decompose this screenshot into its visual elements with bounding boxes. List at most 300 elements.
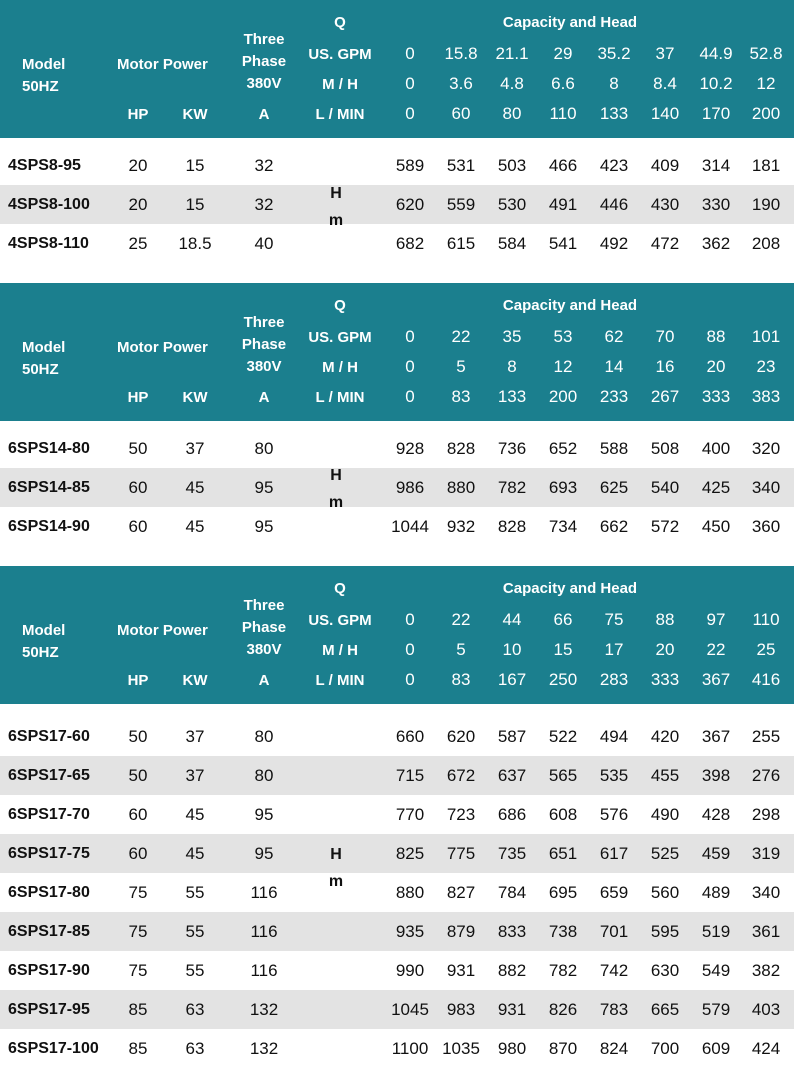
head-cell: 825 xyxy=(395,843,425,863)
gpm-value: 97 xyxy=(706,610,726,629)
model-cell: 6SPS17-60 xyxy=(8,727,90,745)
head-cell: 651 xyxy=(548,843,578,863)
gpm-value: 110 xyxy=(752,610,780,629)
head-cell: 723 xyxy=(446,804,476,824)
ampere-cell: 95 xyxy=(254,477,274,497)
mh-value: 5 xyxy=(456,640,466,659)
ampere-cell: 116 xyxy=(250,960,278,980)
mh-value: 12 xyxy=(553,357,573,376)
head-cell: 525 xyxy=(650,843,680,863)
head-cell: 652 xyxy=(548,438,578,458)
head-cell: 450 xyxy=(701,516,731,536)
mh-value: 0 xyxy=(405,74,415,93)
kw-cell: 55 xyxy=(185,882,205,902)
voltage-label: 380V xyxy=(246,358,282,375)
head-cell: 491 xyxy=(548,194,578,214)
kw-label: KW xyxy=(182,106,208,123)
frequency-label: 50HZ xyxy=(22,78,59,95)
mh-value: 0 xyxy=(405,357,415,376)
lmin-label: L / MIN xyxy=(315,672,365,689)
q-label: Q xyxy=(334,14,346,31)
model-cell: 6SPS17-100 xyxy=(8,1039,99,1057)
q-label: Q xyxy=(334,297,346,314)
lmin-value: 80 xyxy=(502,104,522,123)
mh-value: 6.6 xyxy=(551,74,575,93)
head-cell: 595 xyxy=(650,921,680,941)
kw-cell: 15 xyxy=(185,194,205,214)
lmin-value: 383 xyxy=(751,387,781,406)
mh-value: 23 xyxy=(756,357,776,376)
hp-cell: 20 xyxy=(128,194,148,214)
hp-cell: 50 xyxy=(128,438,148,458)
head-cell: 695 xyxy=(548,882,578,902)
mh-value: 10.2 xyxy=(699,74,733,93)
head-cell: 522 xyxy=(548,726,578,746)
gpm-value: 75 xyxy=(604,610,624,629)
kw-cell: 45 xyxy=(185,477,205,497)
head-cell: 833 xyxy=(497,921,527,941)
head-cell: 559 xyxy=(446,194,476,214)
head-cell: 420 xyxy=(650,726,680,746)
kw-cell: 45 xyxy=(185,843,205,863)
gpm-value: 44.9 xyxy=(699,44,733,63)
head-cell: 660 xyxy=(395,726,425,746)
hp-cell: 60 xyxy=(128,804,148,824)
head-cell: 879 xyxy=(446,921,476,941)
model-cell: 6SPS14-85 xyxy=(8,478,90,496)
head-cell: 190 xyxy=(751,194,781,214)
table-row xyxy=(0,507,794,546)
ampere-cell: 132 xyxy=(249,999,279,1019)
head-cell: 459 xyxy=(701,843,731,863)
phase-label: Phase xyxy=(241,619,287,636)
head-cell: 403 xyxy=(751,999,781,1019)
head-cell: 828 xyxy=(446,438,476,458)
head-cell: 398 xyxy=(701,765,731,785)
model-cell: 6SPS14-80 xyxy=(8,439,90,457)
mh-value: 5 xyxy=(456,357,466,376)
lmin-value: 283 xyxy=(599,670,629,689)
head-cell: 734 xyxy=(548,516,578,536)
head-cell: 775 xyxy=(446,843,476,863)
head-cell: 826 xyxy=(548,999,578,1019)
head-cell: 880 xyxy=(446,477,476,497)
head-cell: 1045 xyxy=(391,999,429,1019)
lmin-value: 367 xyxy=(701,670,731,689)
head-cell: 340 xyxy=(751,882,781,902)
ampere-label: A xyxy=(258,389,270,406)
head-cell: 565 xyxy=(548,765,578,785)
head-cell: 715 xyxy=(395,765,425,785)
mh-value: 4.8 xyxy=(500,74,524,93)
mh-value: 12 xyxy=(756,74,776,93)
model-cell: 6SPS17-65 xyxy=(8,766,90,784)
mh-value: 8 xyxy=(609,74,619,93)
head-cell: 576 xyxy=(599,804,629,824)
head-cell: 503 xyxy=(497,155,527,175)
head-cell: 423 xyxy=(599,155,629,175)
ampere-cell: 80 xyxy=(254,438,274,458)
gpm-label: US. GPM xyxy=(308,612,372,629)
gpm-value: 44 xyxy=(502,610,522,629)
kw-cell: 55 xyxy=(185,921,205,941)
lmin-value: 0 xyxy=(405,387,415,406)
head-cell: 572 xyxy=(650,516,680,536)
head-cell: 472 xyxy=(650,233,680,253)
head-cell: 490 xyxy=(650,804,680,824)
kw-cell: 15 xyxy=(185,155,205,175)
ampere-cell: 132 xyxy=(249,1038,279,1058)
model-cell: 6SPS17-90 xyxy=(8,961,90,979)
head-cell: 615 xyxy=(446,233,476,253)
capacity-head-label: Capacity and Head xyxy=(502,297,638,314)
gpm-value: 53 xyxy=(553,327,573,346)
model-cell: 4SPS8-110 xyxy=(8,234,89,252)
head-cell: 609 xyxy=(701,1038,731,1058)
kw-cell: 55 xyxy=(185,960,205,980)
head-cell: 530 xyxy=(497,194,527,214)
head-cell: 784 xyxy=(497,882,527,902)
mh-value: 20 xyxy=(706,357,726,376)
head-cell: 367 xyxy=(701,726,731,746)
gpm-value: 35 xyxy=(502,327,522,346)
head-cell: 181 xyxy=(751,155,781,175)
head-cell: 409 xyxy=(650,155,680,175)
ampere-cell: 116 xyxy=(250,882,278,902)
mh-value: 3.6 xyxy=(449,74,473,93)
lmin-value: 200 xyxy=(548,387,578,406)
ampere-cell: 116 xyxy=(250,921,278,941)
head-cell: 298 xyxy=(751,804,781,824)
head-cell: 625 xyxy=(599,477,629,497)
head-cell: 1044 xyxy=(391,516,429,536)
head-cell: 770 xyxy=(395,804,425,824)
head-cell: 735 xyxy=(497,843,527,863)
head-cell: 828 xyxy=(497,516,527,536)
three-label: Three xyxy=(243,314,285,331)
gpm-value: 88 xyxy=(655,610,675,629)
hp-cell: 85 xyxy=(128,999,148,1019)
model-cell: 4SPS8-100 xyxy=(8,195,90,213)
head-cell: 492 xyxy=(599,233,629,253)
gpm-value: 37 xyxy=(655,44,675,63)
gpm-value: 101 xyxy=(751,327,781,346)
kw-cell: 63 xyxy=(185,1038,205,1058)
head-cell: 824 xyxy=(599,1038,629,1058)
head-cell: 276 xyxy=(751,765,781,785)
table-row xyxy=(0,990,794,1029)
head-cell: 361 xyxy=(751,921,781,941)
frequency-label: 50HZ xyxy=(22,644,59,661)
gpm-value: 22 xyxy=(451,327,471,346)
head-cell: 320 xyxy=(751,438,781,458)
mh-value: 10 xyxy=(502,640,522,659)
head-cell: 700 xyxy=(650,1038,680,1058)
head-cell: 314 xyxy=(701,155,731,175)
model-label: Model xyxy=(22,56,66,73)
head-cell: 682 xyxy=(395,233,425,253)
head-cell: 362 xyxy=(701,233,731,253)
head-cell: 637 xyxy=(497,765,527,785)
lmin-value: 0 xyxy=(405,104,415,123)
head-cell: 932 xyxy=(446,516,476,536)
head-cell: 986 xyxy=(395,477,425,497)
kw-label: KW xyxy=(182,672,208,689)
table-row xyxy=(0,912,794,951)
motor-power-label: Motor Power xyxy=(117,622,208,639)
gpm-label: US. GPM xyxy=(308,46,372,63)
lmin-value: 233 xyxy=(599,387,629,406)
hp-cell: 75 xyxy=(128,960,148,980)
phase-label: Phase xyxy=(241,336,287,353)
ampere-cell: 32 xyxy=(254,194,274,214)
head-cell: 340 xyxy=(751,477,781,497)
table-header xyxy=(0,0,794,138)
head-cell: 980 xyxy=(497,1038,527,1058)
head-cell: 827 xyxy=(446,882,476,902)
lmin-value: 110 xyxy=(549,104,577,123)
head-cell: 882 xyxy=(497,960,527,980)
lmin-value: 167 xyxy=(497,670,527,689)
head-cell: 382 xyxy=(751,960,781,980)
gpm-value: 29 xyxy=(553,44,573,63)
mh-value: 14 xyxy=(604,357,624,376)
table-row xyxy=(0,468,794,507)
mh-value: 8 xyxy=(507,357,517,376)
head-cell: 428 xyxy=(701,804,731,824)
hp-cell: 75 xyxy=(128,882,148,902)
ampere-cell: 95 xyxy=(254,843,274,863)
head-unit-m: m xyxy=(328,873,344,890)
gpm-value: 15.8 xyxy=(444,44,478,63)
capacity-head-label: Capacity and Head xyxy=(502,580,638,597)
table-header xyxy=(0,566,794,704)
kw-cell: 37 xyxy=(185,765,205,785)
gpm-value: 66 xyxy=(553,610,573,629)
lmin-value: 200 xyxy=(751,104,781,123)
ampere-cell: 80 xyxy=(254,726,274,746)
head-cell: 319 xyxy=(751,843,781,863)
mh-value: 22 xyxy=(706,640,726,659)
head-cell: 738 xyxy=(548,921,578,941)
head-cell: 782 xyxy=(548,960,578,980)
table-row xyxy=(0,185,794,224)
head-cell: 549 xyxy=(701,960,731,980)
head-cell: 494 xyxy=(599,726,629,746)
head-cell: 665 xyxy=(650,999,680,1019)
head-cell: 588 xyxy=(599,438,629,458)
head-cell: 931 xyxy=(446,960,476,980)
mh-value: 25 xyxy=(756,640,776,659)
lmin-value: 83 xyxy=(451,387,471,406)
hp-cell: 60 xyxy=(128,516,148,536)
head-cell: 931 xyxy=(497,999,527,1019)
head-cell: 672 xyxy=(446,765,476,785)
hp-cell: 75 xyxy=(128,921,148,941)
head-cell: 870 xyxy=(548,1038,578,1058)
gpm-value: 0 xyxy=(405,44,415,63)
table-row xyxy=(0,1029,794,1068)
head-cell: 430 xyxy=(650,194,680,214)
table-row xyxy=(0,756,794,795)
head-cell: 880 xyxy=(395,882,425,902)
head-cell: 400 xyxy=(701,438,731,458)
head-cell: 579 xyxy=(701,999,731,1019)
lmin-value: 83 xyxy=(451,670,471,689)
lmin-value: 333 xyxy=(650,670,680,689)
kw-cell: 45 xyxy=(185,804,205,824)
mh-label: M / H xyxy=(322,76,358,93)
gpm-value: 0 xyxy=(405,327,415,346)
table-row xyxy=(0,873,794,912)
head-cell: 560 xyxy=(650,882,680,902)
model-cell: 6SPS17-80 xyxy=(8,883,90,901)
ampere-cell: 95 xyxy=(254,804,274,824)
head-cell: 587 xyxy=(497,726,527,746)
hp-cell: 60 xyxy=(128,843,148,863)
gpm-value: 21.1 xyxy=(495,44,529,63)
mh-value: 8.4 xyxy=(653,74,677,93)
head-cell: 990 xyxy=(395,960,425,980)
head-cell: 935 xyxy=(395,921,425,941)
head-cell: 686 xyxy=(497,804,527,824)
head-cell: 360 xyxy=(751,516,781,536)
gpm-label: US. GPM xyxy=(308,329,372,346)
model-cell: 6SPS17-95 xyxy=(8,1000,90,1018)
hp-cell: 20 xyxy=(128,155,148,175)
head-cell: 662 xyxy=(599,516,629,536)
lmin-value: 267 xyxy=(650,387,680,406)
capacity-head-label: Capacity and Head xyxy=(502,14,638,31)
frequency-label: 50HZ xyxy=(22,361,59,378)
model-cell: 6SPS14-90 xyxy=(8,517,90,535)
ampere-label: A xyxy=(258,106,270,123)
head-cell: 446 xyxy=(599,194,629,214)
head-cell: 630 xyxy=(650,960,680,980)
head-cell: 983 xyxy=(446,999,476,1019)
lmin-label: L / MIN xyxy=(315,106,365,123)
mh-label: M / H xyxy=(322,642,358,659)
table-row xyxy=(0,146,794,185)
gpm-value: 35.2 xyxy=(597,44,631,63)
lmin-value: 133 xyxy=(497,387,527,406)
mh-value: 16 xyxy=(655,357,675,376)
head-cell: 455 xyxy=(650,765,680,785)
head-cell: 466 xyxy=(548,155,578,175)
head-cell: 541 xyxy=(548,233,578,253)
lmin-value: 416 xyxy=(751,670,781,689)
head-unit-h: H xyxy=(330,185,342,202)
lmin-label: L / MIN xyxy=(315,389,365,406)
head-cell: 425 xyxy=(701,477,731,497)
lmin-value: 60 xyxy=(451,104,471,123)
lmin-value: 250 xyxy=(548,670,578,689)
three-label: Three xyxy=(243,31,285,48)
table-row xyxy=(0,795,794,834)
head-cell: 508 xyxy=(650,438,680,458)
ampere-cell: 80 xyxy=(254,765,274,785)
head-cell: 208 xyxy=(751,233,781,253)
model-cell: 6SPS17-75 xyxy=(8,844,90,862)
mh-label: M / H xyxy=(322,359,358,376)
gpm-value: 22 xyxy=(451,610,471,629)
kw-cell: 45 xyxy=(185,516,205,536)
head-cell: 783 xyxy=(599,999,629,1019)
table-row xyxy=(0,224,794,263)
head-cell: 736 xyxy=(497,438,527,458)
head-cell: 620 xyxy=(446,726,476,746)
table-row xyxy=(0,429,794,468)
head-cell: 1100 xyxy=(391,1038,429,1058)
kw-cell: 37 xyxy=(185,726,205,746)
head-cell: 617 xyxy=(599,843,629,863)
head-unit-m: m xyxy=(328,494,344,511)
three-label: Three xyxy=(243,597,285,614)
head-unit-m: m xyxy=(328,212,344,229)
head-cell: 424 xyxy=(751,1038,781,1058)
lmin-value: 170 xyxy=(701,104,731,123)
head-cell: 693 xyxy=(548,477,578,497)
motor-power-label: Motor Power xyxy=(117,339,208,356)
model-label: Model xyxy=(22,339,66,356)
mh-value: 20 xyxy=(655,640,675,659)
model-cell: 6SPS17-70 xyxy=(8,805,90,823)
head-cell: 584 xyxy=(497,233,527,253)
model-cell: 6SPS17-85 xyxy=(8,922,90,940)
hp-cell: 60 xyxy=(128,477,148,497)
head-cell: 782 xyxy=(497,477,527,497)
head-cell: 540 xyxy=(650,477,680,497)
motor-power-label: Motor Power xyxy=(117,56,208,73)
lmin-value: 133 xyxy=(599,104,629,123)
gpm-value: 62 xyxy=(604,327,624,346)
mh-value: 0 xyxy=(405,640,415,659)
gpm-value: 88 xyxy=(706,327,726,346)
head-cell: 742 xyxy=(599,960,629,980)
phase-label: Phase xyxy=(241,53,287,70)
q-label: Q xyxy=(334,580,346,597)
head-cell: 1035 xyxy=(442,1038,480,1058)
lmin-value: 333 xyxy=(701,387,731,406)
head-cell: 330 xyxy=(701,194,731,214)
table-row xyxy=(0,717,794,756)
ampere-cell: 32 xyxy=(254,155,274,175)
ampere-cell: 95 xyxy=(254,516,274,536)
head-cell: 519 xyxy=(701,921,731,941)
head-cell: 589 xyxy=(395,155,425,175)
model-label: Model xyxy=(22,622,66,639)
mh-value: 17 xyxy=(604,640,624,659)
table-row xyxy=(0,951,794,990)
head-cell: 489 xyxy=(701,882,731,902)
model-cell: 4SPS8-95 xyxy=(8,156,81,174)
hp-label: HP xyxy=(127,106,149,123)
gpm-value: 52.8 xyxy=(749,44,783,63)
head-cell: 701 xyxy=(599,921,629,941)
kw-cell: 18.5 xyxy=(178,233,212,253)
head-unit-h: H xyxy=(330,846,342,863)
table-row xyxy=(0,834,794,873)
mh-value: 15 xyxy=(553,640,573,659)
head-cell: 255 xyxy=(751,726,781,746)
ampere-cell: 40 xyxy=(254,233,274,253)
hp-label: HP xyxy=(127,672,149,689)
kw-label: KW xyxy=(182,389,208,406)
ampere-label: A xyxy=(258,672,270,689)
hp-label: HP xyxy=(127,389,149,406)
lmin-value: 0 xyxy=(405,670,415,689)
voltage-label: 380V xyxy=(246,641,282,658)
